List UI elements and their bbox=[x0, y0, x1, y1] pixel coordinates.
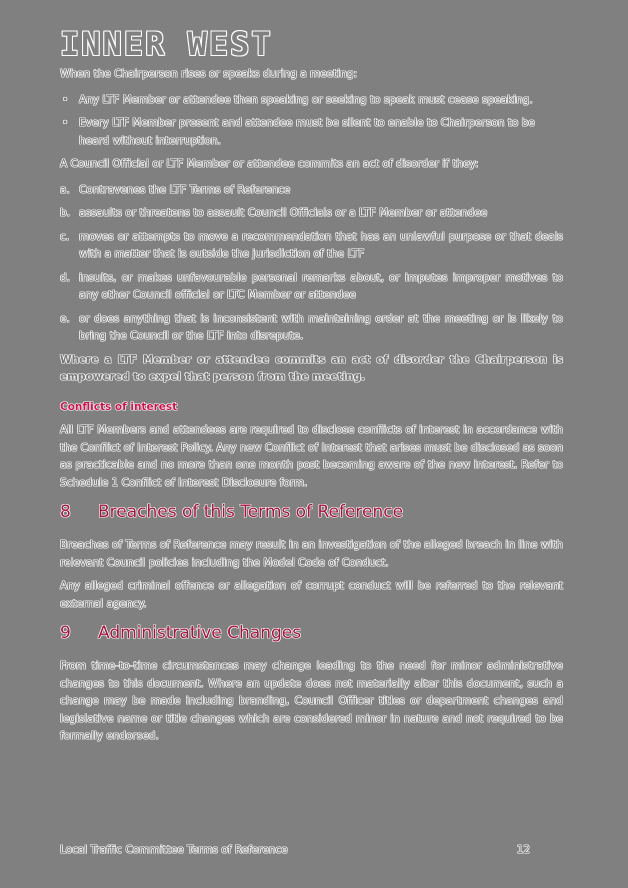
section-title: Breaches of this Terms of Reference bbox=[98, 502, 404, 522]
section-9-paragraph: From time-to-time circumstances may change leading to the need for minor administrative changes to this document. Where an update does not materially alter this document, such a change may be made including branding, Council Officer titles or department changes and legislative name or title changes which are considered minor in nature and not required to be formally endorsed. bbox=[60, 660, 563, 742]
section-8-heading bbox=[60, 501, 563, 523]
list-marker: d. bbox=[60, 271, 71, 284]
list-item: b. assaults or threatens to assault Council Officials or a LTF Member or attendee bbox=[60, 205, 563, 223]
page-number: 12 bbox=[516, 844, 530, 856]
expel-paragraph: Where a LTF Member or attendee commits an act of disorder the Chairperson is empowered to expel that person from the meeting. bbox=[60, 353, 563, 383]
section-8-paragraph: Breaches of Terms of Reference may result in an investigation of the alleged breach in line with relevant Council policies including the Model Code of Conduct. bbox=[60, 539, 563, 569]
section-number: 8 bbox=[60, 502, 71, 522]
list-item: e. or does anything that is inconsistent with maintaining order at the meeting or is likely to bring the Council or the LTF into disrepute. bbox=[60, 312, 563, 342]
bullet-icon: • bbox=[62, 117, 69, 129]
disorder-intro: A Council Official or LTF Member or attendee commits an act of disorder if they: bbox=[60, 158, 479, 170]
list-marker: b. bbox=[60, 207, 71, 219]
footer-title: Local Traffic Committee Terms of Reference bbox=[60, 844, 288, 856]
list-item: c. moves or attempts to move a recommendation that has an unlawful purpose or that deals with a matter that is outside the jurisdiction of the LTF bbox=[60, 230, 563, 260]
list-item: • Every LTF Member present and attendee must be silent to enable to Chairperson to be heard without interruption. bbox=[62, 117, 535, 147]
disorder-list bbox=[60, 182, 563, 346]
list-marker: a. bbox=[60, 183, 70, 196]
section-number: 9 bbox=[60, 623, 71, 643]
list-item: d. insults, or makes unfavourable personal remarks about, or imputes improper motives to any other Council official or LTC Member or attendee bbox=[60, 271, 563, 301]
inner-west-logo: INNER WEST bbox=[60, 25, 273, 63]
list-marker: e. bbox=[60, 312, 70, 325]
list-item: • Any LTF Member or attendee then speaking or seeking to speak must cease speaking. bbox=[60, 92, 563, 110]
page-footer bbox=[60, 841, 530, 859]
section-title: Administrative Changes bbox=[98, 623, 302, 643]
intro-text: When the Chairperson rises or speaks during a meeting: bbox=[60, 68, 358, 80]
conflicts-paragraph: All LTF Members and attendees are required to disclose conflicts of interest in accordance with the Conflict of Interest Policy. Any new Conflict of Interest that arises must be disclosed as soon as practicable and no more than one month post becoming aware of the new interest. Refer to Schedule 1 Conflict of Interest Disclosure form. bbox=[60, 424, 563, 489]
section-8-paragraph: Any alleged criminal offence or allegation of corrupt conduct will be referred to the relevant external agency. bbox=[60, 580, 563, 610]
section-9-heading bbox=[60, 622, 563, 644]
conflicts-of-interest-heading: Conflicts of interest bbox=[60, 400, 178, 413]
chairperson-rules-list bbox=[60, 92, 563, 151]
list-item: a. Contravenes the LTF Terms of Reference bbox=[60, 182, 563, 200]
bullet-icon: • bbox=[62, 93, 69, 106]
document-body bbox=[60, 66, 563, 746]
list-marker: c. bbox=[60, 230, 70, 243]
